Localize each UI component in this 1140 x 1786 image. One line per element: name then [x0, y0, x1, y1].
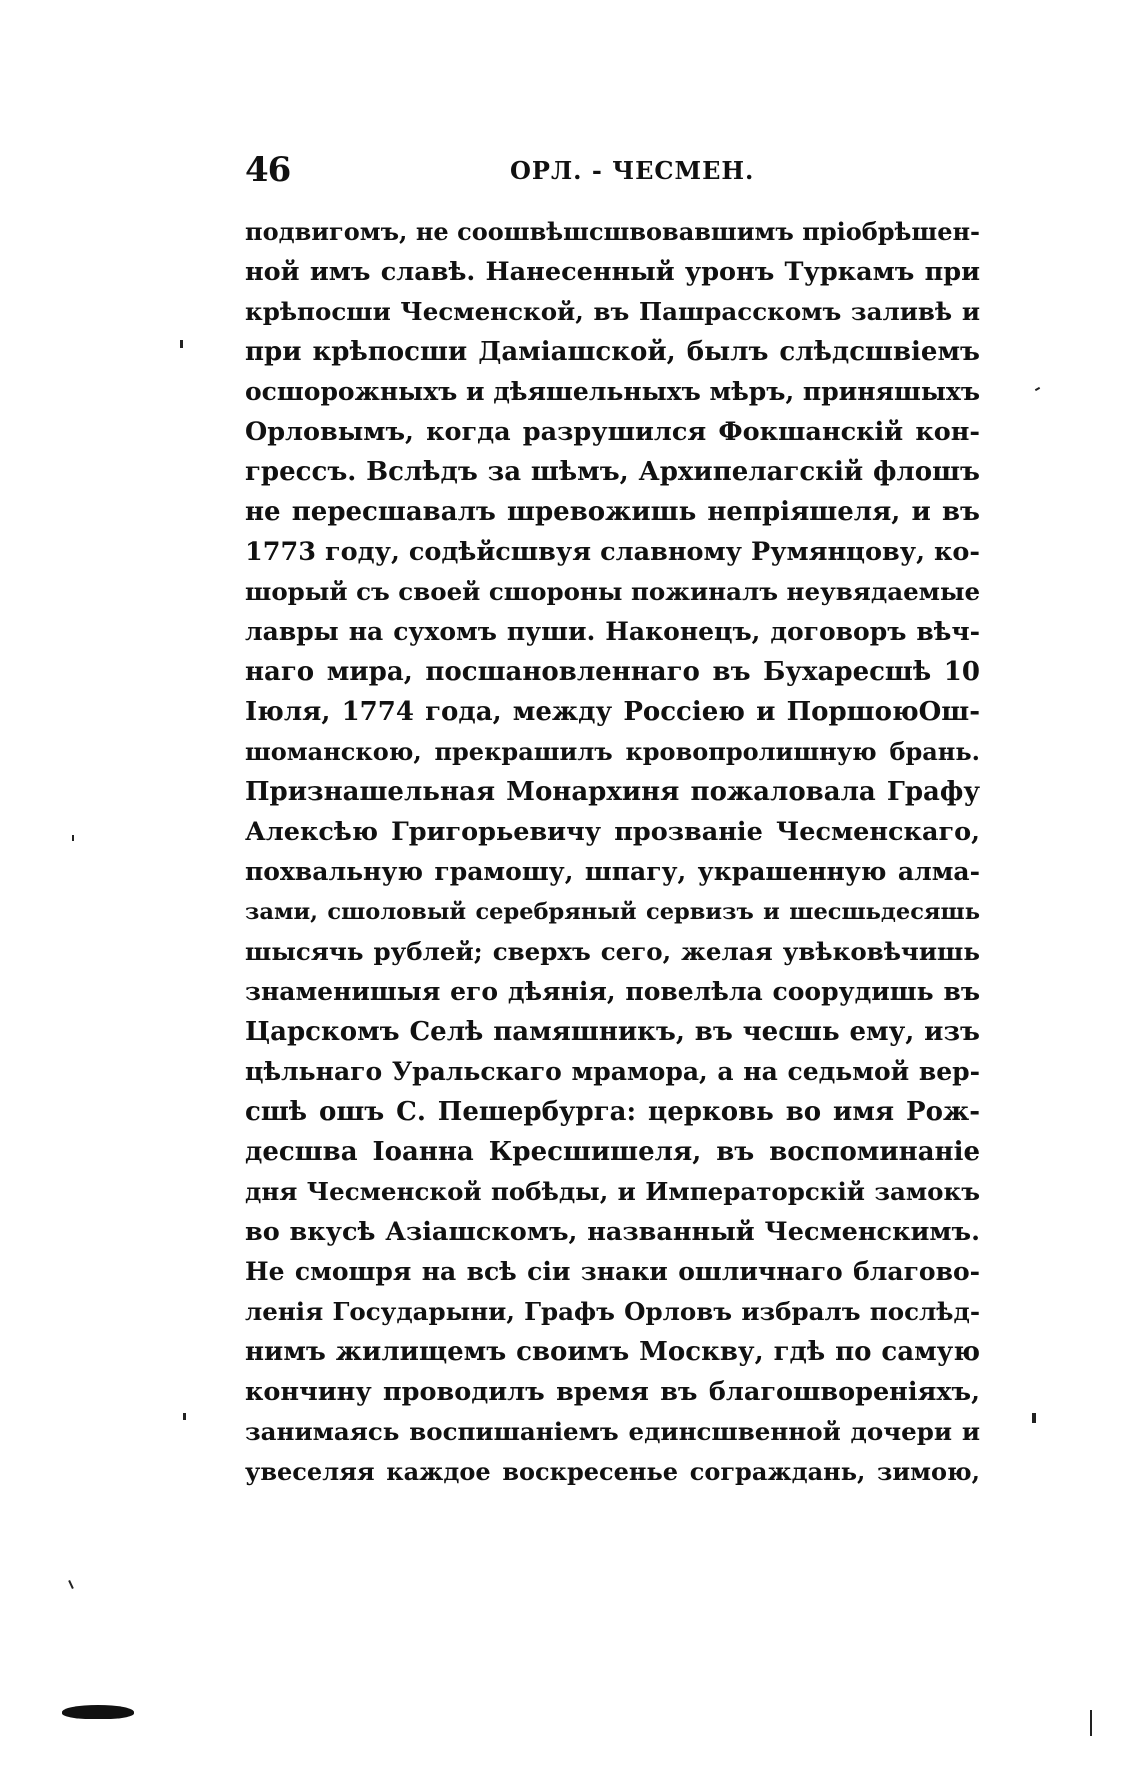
- text-line: шысячь рублей; сверхъ сего, желая увѣковѣчишь: [245, 937, 980, 966]
- text-line: Орловымъ, когда разрушился Фокшанскій кон-: [245, 417, 980, 447]
- text-line: ленія Государыни, Графъ Орловъ избралъ послѣд-: [245, 1297, 980, 1326]
- text-line: увеселяя каждое воскресенье сограждань, зимою,: [245, 1457, 980, 1486]
- text-line: наго мира, посшановленнаго въ Бухаресшѣ 10: [245, 657, 980, 687]
- text-line: при крѣпосши Даміашской, былъ слѣдсшвіемъ: [245, 337, 980, 367]
- text-line: Алексѣю Григорьевичу прозваніе Чесменскаго,: [245, 817, 980, 847]
- text-line: нимъ жилищемъ своимъ Москву, гдѣ по самую: [245, 1337, 980, 1367]
- text-line: 1773 году, содѣйсшвуя славному Румянцову, ко-: [245, 537, 980, 567]
- page-number: 46: [245, 150, 291, 190]
- text-line: кончину проводилъ время въ благошвореніяхъ,: [245, 1377, 980, 1407]
- text-line: ной имъ славѣ. Нанесенный уронъ Туркамъ при: [245, 257, 980, 287]
- text-line: осшорожныхъ и дѣяшельныхъ мѣръ, приняшыхъ: [245, 377, 980, 406]
- body-text: [245, 212, 980, 1492]
- text-line: цѣльнаго Уральскаго мрамора, а на седьмой вер-: [245, 1057, 980, 1086]
- scan-speck: [1032, 1413, 1036, 1423]
- text-line: Царскомъ Селѣ памяшникъ, въ чесшь ему, изъ: [245, 1017, 980, 1047]
- scan-speck: [1090, 1710, 1092, 1736]
- text-line: похвальную грамошу, шпагу, украшенную алма-: [245, 857, 980, 886]
- text-line: Признашельная Монархиня пожаловала Графу: [245, 777, 980, 807]
- text-line: зами, сшоловый серебряный сервизъ и шесшьдесяшь: [245, 899, 980, 925]
- text-line: подвигомъ, не соошвѣшсшвовавшимъ пріобрѣшен-: [245, 217, 980, 246]
- text-line: крѣпосши Чесменской, въ Пашрасскомъ заливѣ и: [245, 297, 980, 326]
- scan-speck: [183, 1413, 186, 1420]
- text-line: сшѣ ошъ С. Пешербурга: церковь во имя Рож-: [245, 1097, 980, 1127]
- page-header: [245, 150, 985, 190]
- text-line: занимаясь воспишаніемъ единсшвенной дочери и: [245, 1417, 980, 1446]
- text-line: Іюля, 1774 года, между Россіею и ПоршоюОш-: [245, 697, 980, 727]
- ink-blot: [62, 1705, 134, 1719]
- scan-speck: [180, 340, 183, 348]
- text-line: не пересшавалъ шревожишь непріяшеля, и въ: [245, 497, 980, 527]
- text-line: грессъ. Вслѣдъ за шѣмъ, Архипелагскій флошъ: [245, 457, 980, 487]
- text-line: знаменишыя его дѣянія, повелѣла соорудишь въ: [245, 977, 980, 1006]
- text-line: десшва Іоанна Кресшишеля, въ воспоминаніе: [245, 1137, 980, 1167]
- running-head: ОРЛ. - ЧЕСМЕН.: [510, 156, 755, 185]
- text-line: шорый съ своей сшороны пожиналъ неувядаемые: [245, 577, 980, 606]
- text-line: лавры на сухомъ пуши. Наконецъ, договоръ вѣч-: [245, 617, 980, 646]
- scan-speck: [72, 835, 74, 841]
- scan-speck: [1035, 387, 1040, 391]
- scan-speck: [68, 1580, 74, 1589]
- text-line: во вкусѣ Азіашскомъ, названный Чесменскимъ.: [245, 1217, 980, 1247]
- text-line: Не смошря на всѣ сіи знаки ошличнаго благово-: [245, 1257, 980, 1286]
- text-line: дня Чесменской побѣды, и Императорскій замокъ: [245, 1177, 980, 1206]
- text-line: шоманскою, прекрашилъ кровопролишную брань.: [245, 737, 980, 766]
